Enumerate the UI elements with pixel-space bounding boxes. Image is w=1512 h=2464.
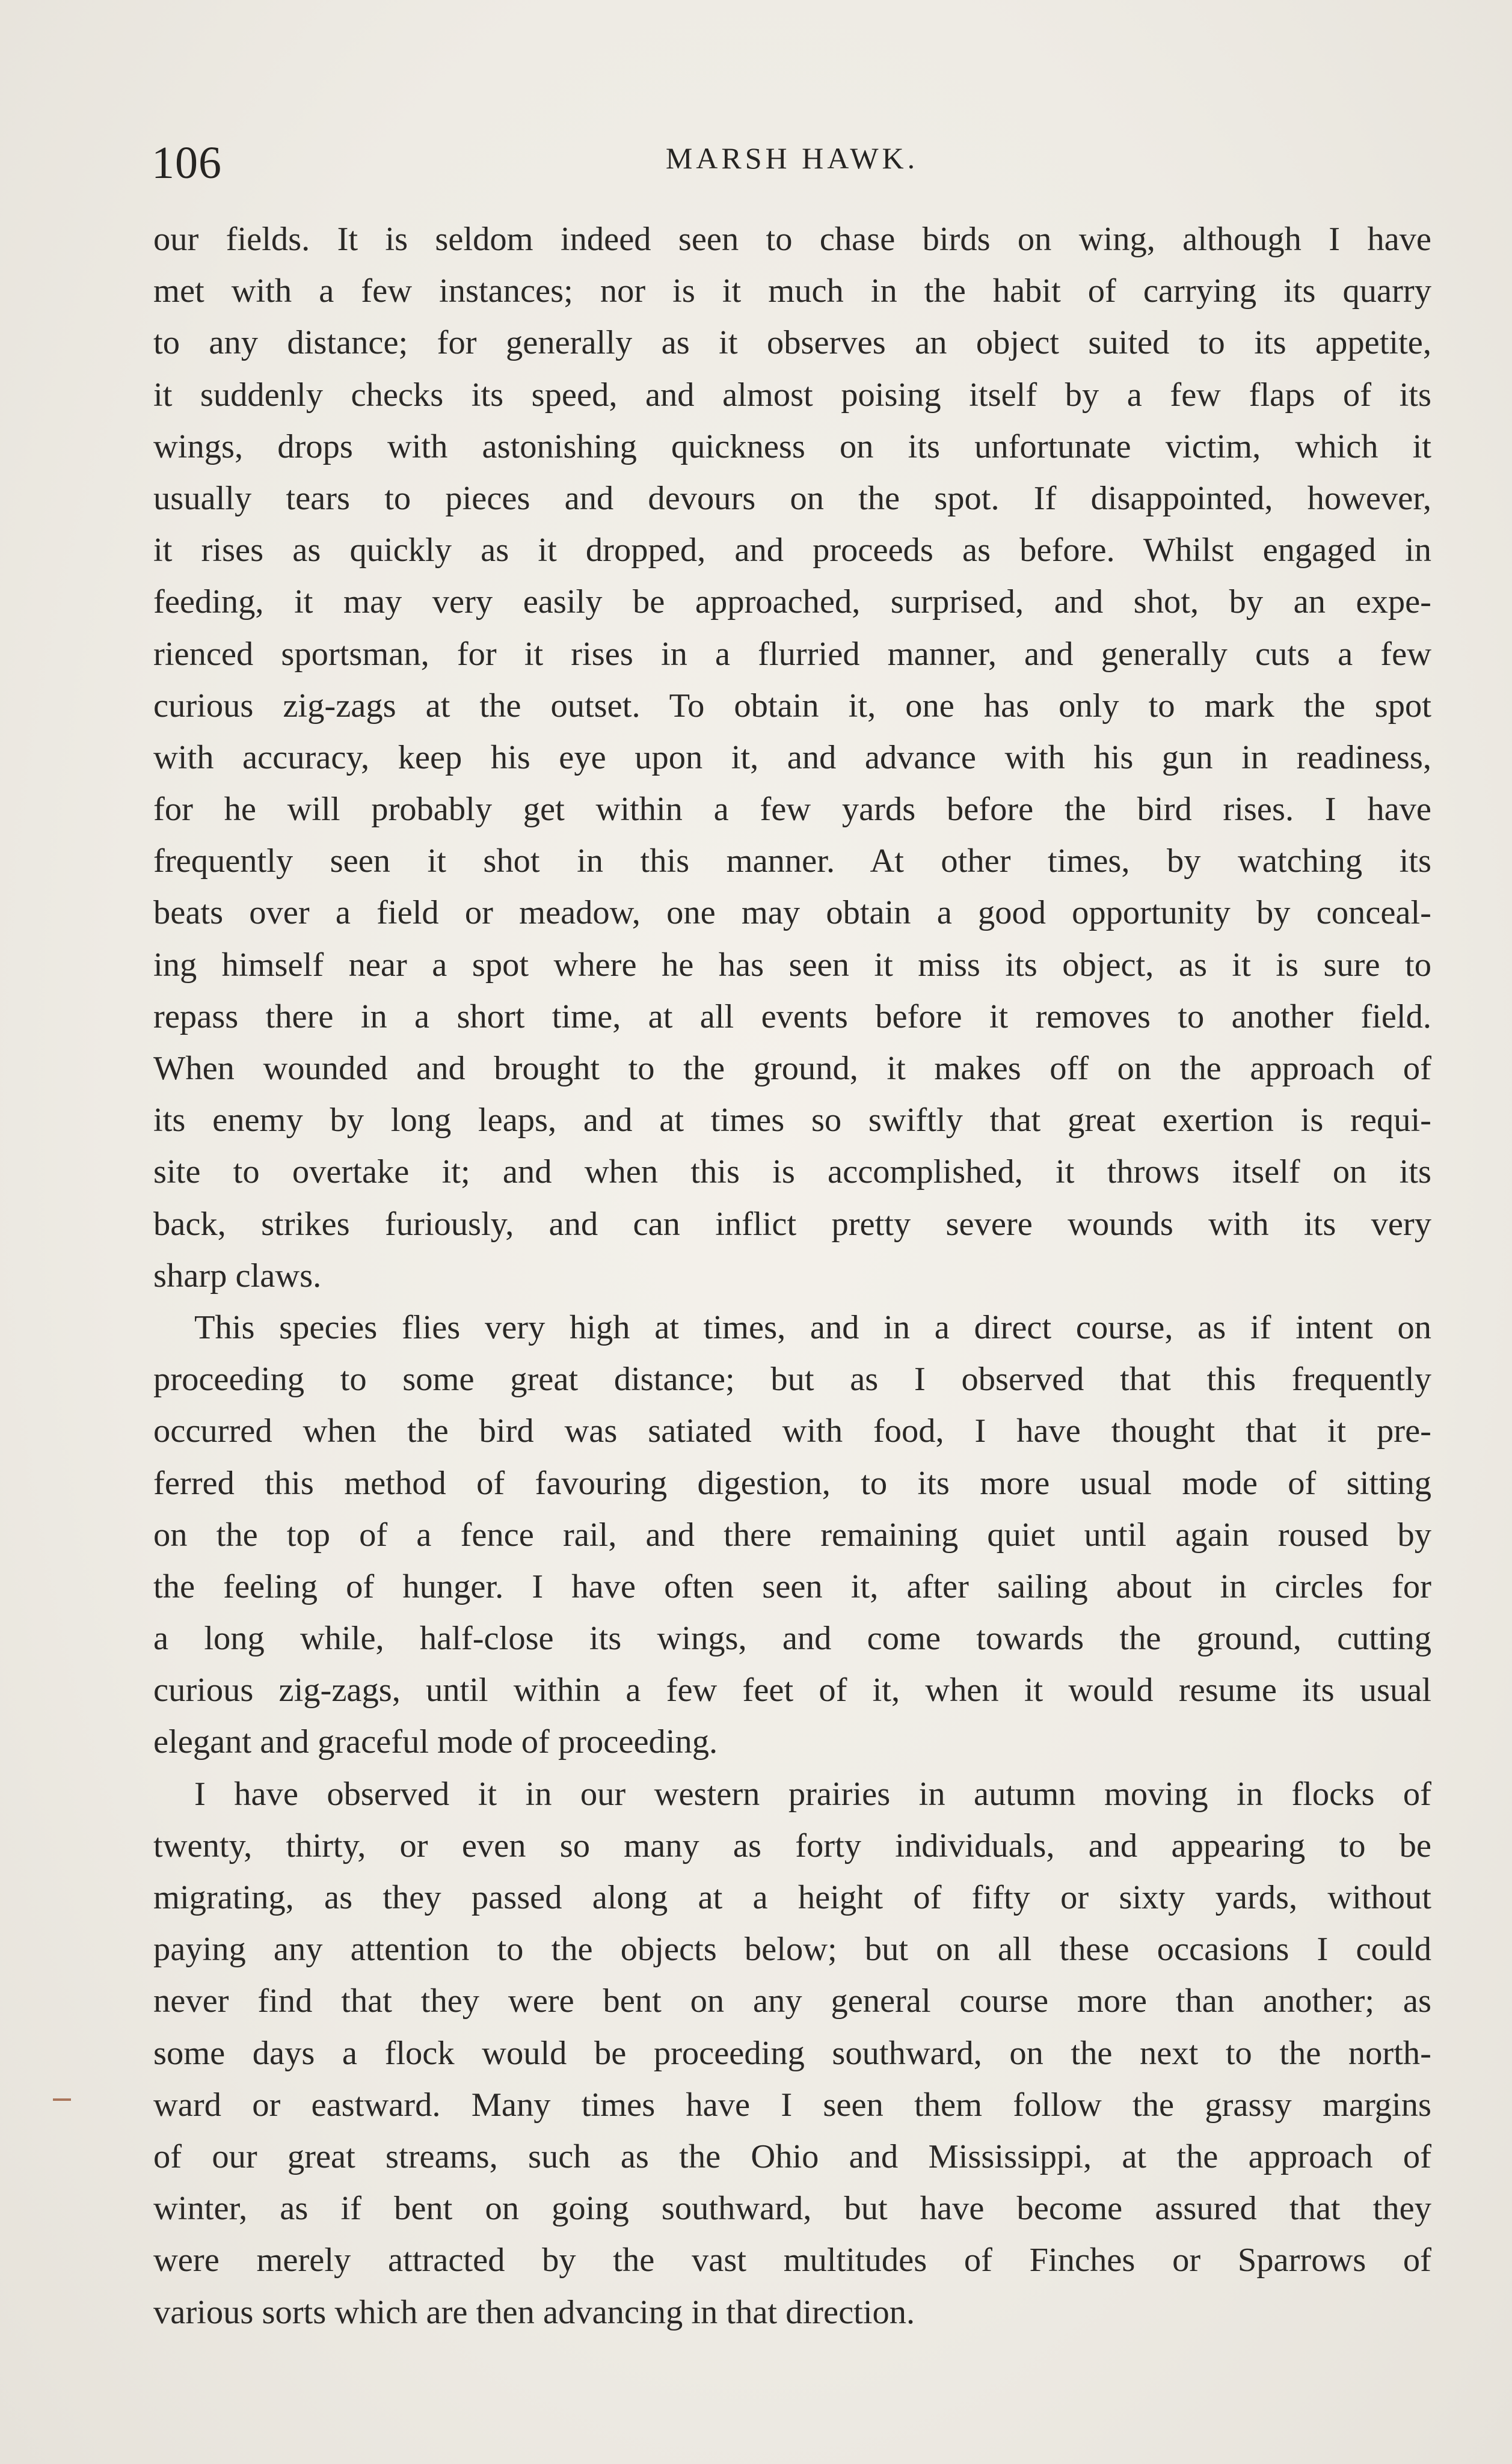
text-line: occurred when the bird was satiated with food, I have thought that it pre- [153, 1412, 1431, 1450]
text-line: some days a flock would be proceeding southward, on the next to the north- [153, 2034, 1431, 2072]
text-line: paying any attention to the objects below; but on all these occasions I could [153, 1931, 1431, 1969]
text-line: usually tears to pieces and devours on the spot. If disappointed, however, [153, 479, 1431, 517]
text-line: I have observed it in our western prairies in autumn moving in flocks of [194, 1775, 1431, 1813]
text-line: winter, as if bent on going southward, but have become assured that they [153, 2190, 1431, 2228]
text-line: beats over a field or meadow, one may obtain a good opportunity by conceal- [153, 894, 1431, 932]
paragraph-2 [153, 1302, 1431, 1768]
text-line: ward or eastward. Many times have I seen them follow the grassy margins [153, 2086, 1431, 2124]
page-number: 106 [152, 138, 222, 188]
text-line: ing himself near a spot where he has seen it miss its object, as it is sure to [153, 946, 1431, 984]
text-line: its enemy by long leaps, and at times so swiftly that great exertion is requi- [153, 1102, 1431, 1139]
text-line: curious zig-zags, until within a few feet of it, when it would resume its usual [153, 1672, 1431, 1709]
text-line: frequently seen it shot in this manner. At other times, by watching its [153, 842, 1431, 880]
text-line: curious zig-zags at the outset. To obtain it, one has only to mark the spot [153, 687, 1431, 725]
running-title: MARSH HAWK. [665, 141, 919, 175]
text-line: to any distance; for generally as it observes an object suited to its appetite, [153, 324, 1431, 362]
text-line: the feeling of hunger. I have often seen it, after sailing about in circles for [153, 1568, 1431, 1605]
text-line: wings, drops with astonishing quickness on its unfortunate victim, which it [153, 428, 1431, 465]
paragraph-3 [153, 1768, 1431, 2338]
text-line: migrating, as they passed along at a height of fifty or sixty yards, without [153, 1879, 1431, 1916]
text-line: twenty, thirty, or even so many as forty individuals, and appearing to be [153, 1827, 1431, 1865]
text-line: This species flies very high at times, and in a direct course, as if intent on [194, 1308, 1431, 1346]
text-line: elegant and graceful mode of proceeding. [153, 1723, 718, 1761]
text-line: of our great streams, such as the Ohio and Mississippi, at the approach of [153, 2138, 1431, 2175]
text-line: a long while, half-close its wings, and come towards the ground, cutting [153, 1620, 1431, 1658]
text-line: back, strikes furiously, and can inflict pretty severe wounds with its very [153, 1205, 1431, 1243]
text-line: various sorts which are then advancing in that direction. [153, 2293, 915, 2331]
text-line: feeding, it may very easily be approached, surprised, and shot, by an expe- [153, 583, 1431, 621]
text-line: repass there in a short time, at all events before it removes to another field. [153, 998, 1431, 1035]
margin-mark [53, 2098, 71, 2101]
text-line: it rises as quickly as it dropped, and proceeds as before. Whilst engaged in [153, 532, 1431, 569]
text-line: proceeding to some great distance; but as I observed that this frequently [153, 1361, 1431, 1399]
text-line: never find that they were bent on any general course more than another; as [153, 1982, 1431, 2020]
text-line: met with a few instances; nor is it much in the habit of carrying its quarry [153, 272, 1431, 310]
paragraph-1 [153, 213, 1431, 1302]
text-line: rienced sportsman, for it rises in a flurried manner, and generally cuts a few [153, 635, 1431, 673]
text-line: it suddenly checks its speed, and almost poising itself by a few flaps of its [153, 376, 1431, 414]
text-line: our fields. It is seldom indeed seen to chase birds on wing, although I have [153, 221, 1431, 258]
text-line: When wounded and brought to the ground, it makes off on the approach of [153, 1050, 1431, 1087]
text-line: sharp claws. [153, 1257, 322, 1295]
text-line: ferred this method of favouring digestion, to its more usual mode of sitting [153, 1464, 1431, 1502]
page-header [152, 137, 1433, 191]
text-line: were merely attracted by the vast multitudes of Finches or Sparrows of [153, 2242, 1431, 2279]
text-line: with accuracy, keep his eye upon it, and advance with his gun in readiness, [153, 738, 1431, 776]
text-line: on the top of a fence rail, and there remaining quiet until again roused by [153, 1516, 1431, 1554]
text-line: for he will probably get within a few yards before the bird rises. I have [153, 791, 1431, 829]
body-text [153, 213, 1431, 2338]
text-line: site to overtake it; and when this is accomplished, it throws itself on its [153, 1153, 1431, 1191]
